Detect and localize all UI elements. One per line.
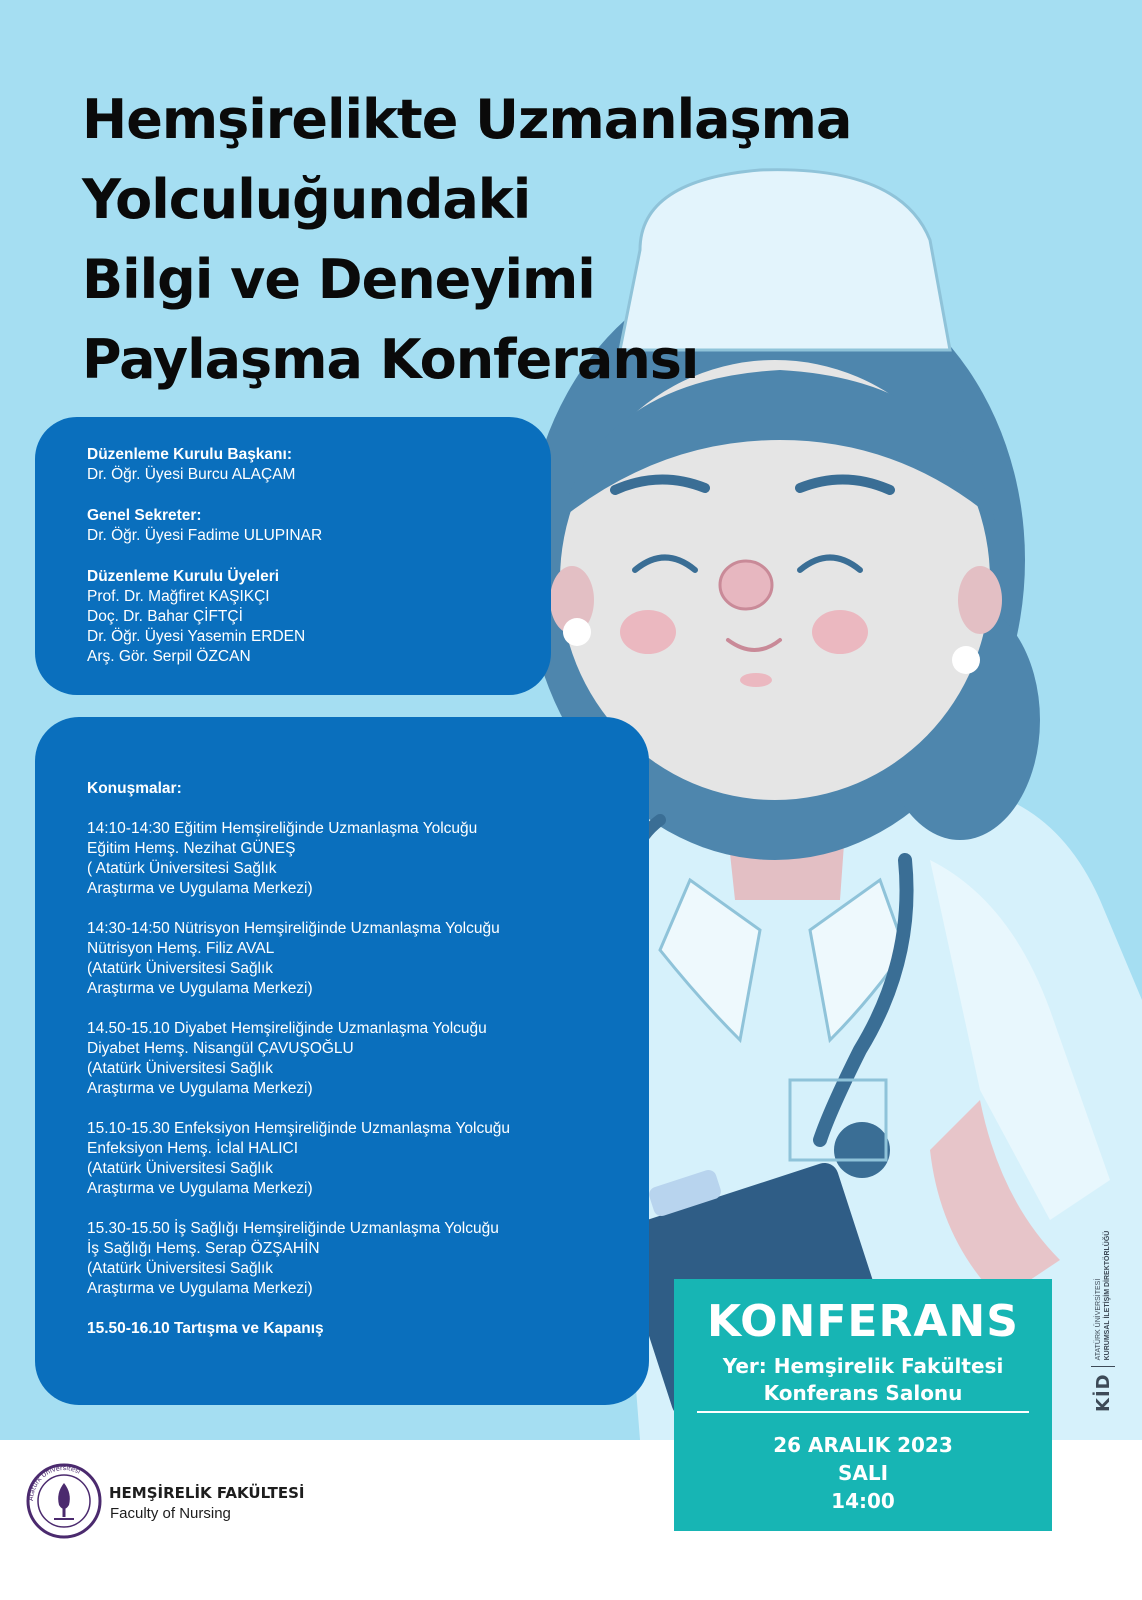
member-name: Doç. Dr. Bahar ÇİFTÇİ: [87, 608, 243, 625]
university-seal-logo: [26, 1463, 102, 1539]
conference-time: 14:00: [831, 1489, 895, 1513]
conference-day: SALI: [837, 1461, 889, 1485]
talks-box: [35, 717, 649, 1405]
secretary-label: Genel Sekreter:: [87, 507, 202, 524]
chair-group: [87, 445, 322, 485]
talk-speaker: Eğitim Hemş. Nezihat GÜNEŞ: [87, 840, 296, 857]
talk-institution: Araştırma ve Uygulama Merkezi): [87, 1180, 313, 1197]
talk-institution: Araştırma ve Uygulama Merkezi): [87, 1080, 313, 1097]
member-name: Prof. Dr. Mağfiret KAŞIKÇI: [87, 588, 270, 605]
committee-box: [35, 417, 551, 695]
talk-institution: (Atatürk Üniversitesi Sağlık: [87, 1160, 274, 1177]
kid-text-line: KURUMSAL İLETİŞİM DİREKTÖRLÜĞÜ: [1104, 1230, 1111, 1361]
divider: [697, 1411, 1029, 1413]
talk-item: [87, 1219, 510, 1299]
kid-logo: [1078, 1222, 1128, 1412]
members-label: Düzenleme Kurulu Üyeleri: [87, 568, 280, 585]
talk-title: 14.50-15.10 Diyabet Hemşireliğinde Uzmanlaşma Yolcuğu: [87, 1020, 487, 1037]
talk-institution: (Atatürk Üniversitesi Sağlık: [87, 1060, 274, 1077]
talk-speaker: Enfeksiyon Hemş. İclal HALICI: [87, 1140, 299, 1157]
conference-location: [674, 1353, 1052, 1407]
talk-item: [87, 919, 510, 999]
talk-institution: ( Atatürk Üniversitesi Sağlık: [87, 860, 277, 877]
talk-item: [87, 819, 510, 899]
kid-text: [1094, 1231, 1112, 1361]
member-name: Arş. Gör. Serpil ÖZCAN: [87, 648, 251, 665]
location-line: Konferans Salonu: [763, 1381, 963, 1405]
location-line: Yer: Hemşirelik Fakültesi: [722, 1354, 1004, 1378]
talk-institution: (Atatürk Üniversitesi Sağlık: [87, 960, 274, 977]
talk-title: 15.30-15.50 İş Sağlığı Hemşireliğinde Uzmanlaşma Yolcuğu: [87, 1220, 499, 1237]
title-line: Yolculuğundaki: [82, 168, 531, 231]
talk-speaker: Diyabet Hemş. Nisangül ÇAVUŞOĞLU: [87, 1040, 354, 1057]
members-group: [87, 567, 322, 667]
talk-institution: Araştırma ve Uygulama Merkezi): [87, 880, 313, 897]
kid-text-line: ATATÜRK ÜNİVERSİTESİ: [1095, 1278, 1102, 1361]
title-line: Paylaşma Konferansı: [82, 328, 699, 391]
conference-datetime: [674, 1431, 1052, 1515]
talk-institution: (Atatürk Üniversitesi Sağlık: [87, 1260, 274, 1277]
conference-word: KONFERANS: [707, 1296, 1019, 1347]
conference-date: 26 ARALIK 2023: [773, 1433, 953, 1457]
seal-text: Atatürk Üniversitesi: [26, 1463, 82, 1502]
chair-name: Dr. Öğr. Üyesi Burcu ALAÇAM: [87, 466, 296, 483]
talk-institution: Araştırma ve Uygulama Merkezi): [87, 980, 313, 997]
talk-speaker: İş Sağlığı Hemş. Serap ÖZŞAHİN: [87, 1240, 320, 1257]
title-line: Bilgi ve Deneyimi: [82, 248, 595, 311]
talk-speaker: Nütrisyon Hemş. Filiz AVAL: [87, 940, 275, 957]
talks-label: Konuşmalar:: [87, 780, 182, 797]
talk-item: [87, 1019, 510, 1099]
talk-item: [87, 1119, 510, 1199]
conference-title: [82, 80, 982, 400]
faculty-name-tr: HEMŞİRELİK FAKÜLTESİ: [109, 1484, 305, 1502]
title-line: Hemşirelikte Uzmanlaşma: [82, 88, 852, 151]
closing-session: 15.50-16.10 Tartışma ve Kapanış: [87, 1320, 324, 1337]
secretary-group: [87, 506, 322, 546]
chair-label: Düzenleme Kurulu Başkanı:: [87, 446, 292, 463]
talk-institution: Araştırma ve Uygulama Merkezi): [87, 1280, 313, 1297]
divider: [1091, 1366, 1115, 1367]
conference-info-card: [674, 1279, 1052, 1531]
faculty-name-en: Faculty of Nursing: [110, 1505, 231, 1522]
talk-title: 14:30-14:50 Nütrisyon Hemşireliğinde Uzmanlaşma Yolcuğu: [87, 920, 500, 937]
talk-title: 14:10-14:30 Eğitim Hemşireliğinde Uzmanlaşma Yolcuğu: [87, 820, 478, 837]
member-name: Dr. Öğr. Üyesi Yasemin ERDEN: [87, 628, 306, 645]
talk-title: 15.10-15.30 Enfeksiyon Hemşireliğinde Uzmanlaşma Yolcuğu: [87, 1120, 511, 1137]
secretary-name: Dr. Öğr. Üyesi Fadime ULUPINAR: [87, 527, 323, 544]
kid-mark: KİD: [1092, 1373, 1114, 1412]
